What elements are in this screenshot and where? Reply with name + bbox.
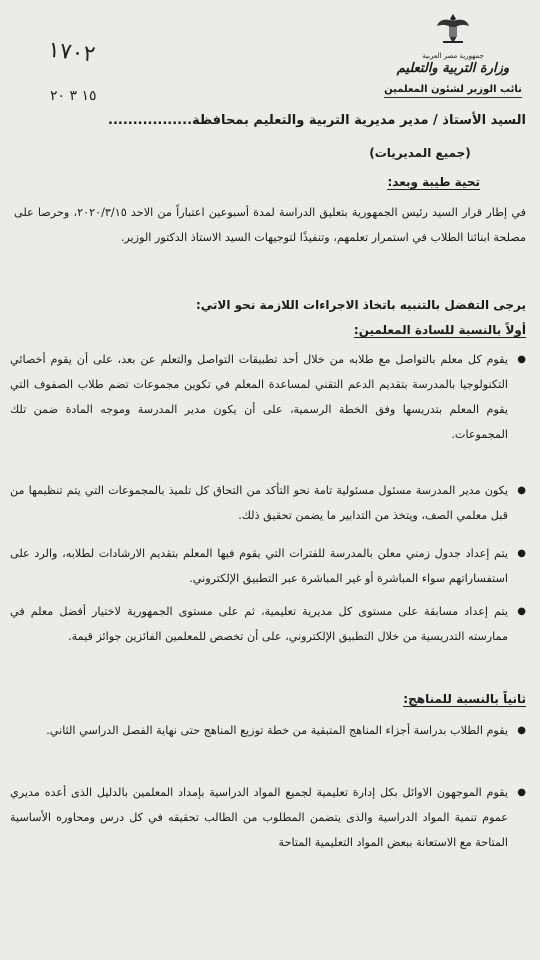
bullet-icon: ●: [517, 606, 526, 617]
list-item: ● يتم إعداد مسابقة على مستوى كل مديرية تعليمية، ثم على مستوى الجمهورية لاختيار أفضل معلم في ممارسته التدريسية من خلال التطبيق الإلكتروني، على أن تخصص للمعلمين الفائزين جوائز قيمة.: [10, 599, 526, 649]
list-item: ● يقوم الموجهون الاوائل بكل إدارة تعليمية لجميع المواد الدراسية بإمداد المعلمين بالدليل الذى أعده مديري عموم تنمية المواد الدراسية والذى يتضمن المطلوب من الطالب تحقيقه في كل درس ومحاوره الأساسية المتاحة مع الاستعانة ببعض المواد التعليمية المتاحة: [10, 780, 526, 855]
list-item: ● يكون مدير المدرسة مسئول مسئولية تامة نحو التأكد من التحاق كل تلميذ بالمجموعات التي يتم تنظيمها من قبل معلمي الصف، ويتخذ من التدابير ما يضمن تحقيق ذلك.: [10, 478, 526, 528]
list-item: ● يتم إعداد جدول زمني معلن بالمدرسة للفترات التي يقوم فيها المعلم بتقديم الارشادات لطلابه، والرد على استفساراتهم سواء المباشرة أو غير المباشرة عبر التطبيق الإلكتروني.: [10, 541, 526, 591]
all-directorates-label: (جميع المديريات): [369, 146, 471, 160]
handwritten-date: ١٥ ٣ ٢٠: [50, 88, 97, 104]
ministry-small-text: جمهورية مصر العربية: [422, 52, 484, 60]
letterhead: [378, 12, 528, 98]
bullet-icon: ●: [517, 485, 526, 496]
handwritten-reference-number: ١٧٠٢: [46, 37, 97, 68]
deputy-minister-title: نائب الوزير لشئون المعلمين: [384, 83, 522, 98]
list-item: ● يقوم الطلاب بدراسة أجزاء المناهج المتبقية من خطة توزيع المناهج حتى نهاية الفصل الدراسي الثاني.: [10, 718, 526, 743]
list-item: ● يقوم كل معلم بالتواصل مع طلابه من خلال أحد تطبيقات التواصل والتعلم عن بعد، على أن يقوم أخصائي التكنولوجيا بالمدرسة بتقديم الدعم التقني لمساعدة المعلم في تكوين مجموعات تضم طلاب الصفوف التي يقوم المعلم بتدريسها وفق الخطة الرسمية، على أن يكون مدير المدرسة وموجه المادة ضمن تلك المجموعات.: [10, 347, 526, 447]
bullet-icon: ●: [517, 354, 526, 365]
ministry-name: وزارة التربية والتعليم: [396, 61, 510, 76]
section-curricula-heading: ثانياً بالنسبة للمناهج:: [403, 692, 526, 706]
bullet-icon: ●: [517, 548, 526, 559]
bullet-icon: ●: [517, 787, 526, 798]
bullet-icon: ●: [517, 725, 526, 736]
eagle-emblem-icon: [435, 12, 471, 46]
greeting: تحية طيبة وبعد:: [387, 175, 480, 189]
intro-paragraph: في إطار قرار السيد رئيس الجمهورية بتعليق الدراسة لمدة أسبوعين اعتباراً من الاحد ٢٠٢٠/٣/١٥، وحرصا على مصلحة ابنائنا الطلاب في استمرار تعلمهم، وتنفيذًا لتوجيهات السيد الاستاذ الدكتور الوزير.: [14, 206, 526, 244]
section-teachers-heading: أولاً بالنسبة للسادة المعلمين:: [353, 323, 526, 337]
addressee-line: السيد الأستاذ / مدير مديرية التربية والتعليم بمحافظة.................: [108, 113, 526, 128]
request-line: يرجى التفضل بالتنبيه باتخاذ الاجراءات اللازمة نحو الاتي:: [195, 298, 526, 312]
